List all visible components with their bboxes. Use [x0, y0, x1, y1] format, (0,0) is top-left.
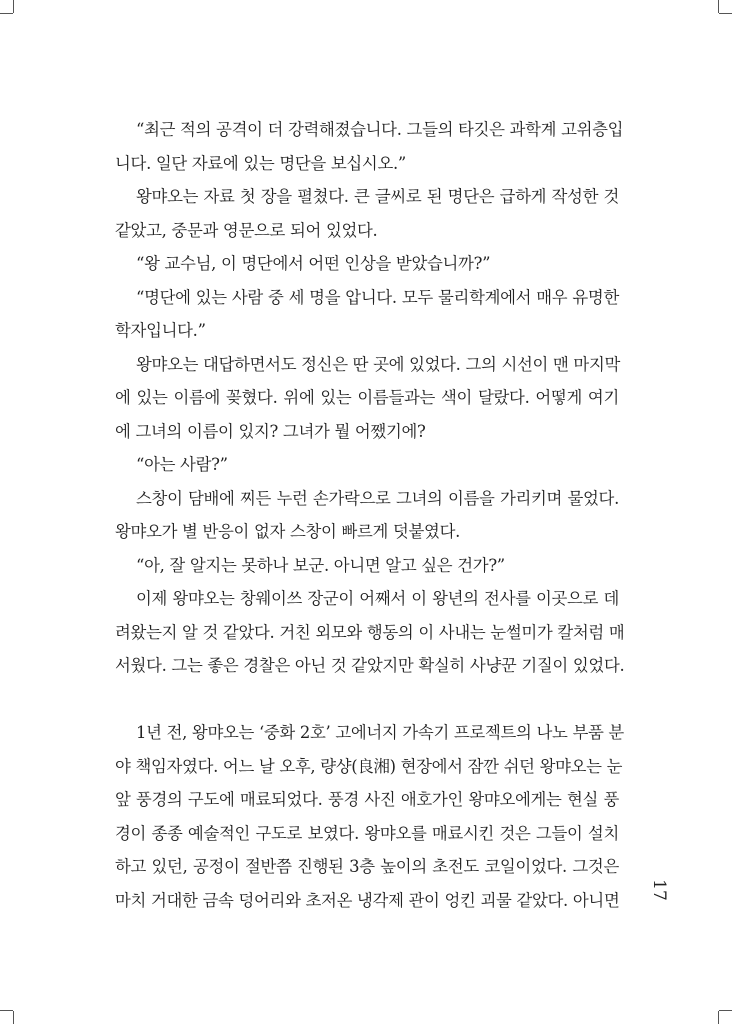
text-line: 려왔는지 알 것 같았다. 거친 외모와 행동의 이 사내는 눈썰미가 칼처럼 매 — [115, 622, 625, 642]
page-number: 17 — [648, 879, 669, 901]
text-line: 앞 풍경의 구도에 매료되었다. 풍경 사진 애호가인 왕먀오에게는 현실 풍 — [115, 790, 619, 809]
crop-mark-top-left — [13, 0, 14, 13]
text-line: 니다. 일단 자료에 있는 명단을 보십시오.” — [115, 153, 406, 173]
crop-mark-top-right — [719, 13, 732, 14]
crop-mark-bottom-right — [718, 1011, 719, 1024]
crop-mark-bottom-right — [719, 1010, 732, 1011]
crop-mark-top-left — [0, 13, 13, 14]
text-line: 1년 전, 왕먀오는 ‘중화 2호’ 고에너지 가속기 프로젝트의 나노 부품 분 — [136, 723, 624, 742]
text-line: 하고 있던, 공정이 절반쯤 진행된 3층 높이의 초전도 코일이었다. 그것은 — [115, 857, 619, 876]
text-line: 이제 왕먀오는 창웨이쓰 장군이 어째서 이 왕년의 전사를 이곳으로 데 — [136, 589, 619, 608]
body-text — [115, 118, 625, 922]
text-line: 야 책임자였다. 어느 날 오후, 량샹(良湘) 현장에서 잠깐 쉬던 왕먀오는 눈 — [115, 756, 623, 776]
text-line: 서웠다. 그는 좋은 경찰은 아닌 것 같았지만 확실히 사냥꾼 기질이 있었다. — [115, 656, 625, 675]
text-line: 같았고, 중문과 영문으로 되어 있었다. — [115, 220, 378, 240]
text-line: 스창이 담배에 찌든 누런 손가락으로 그녀의 이름을 가리키며 물었다. — [136, 488, 619, 508]
text-line: 왕먀오는 대답하면서도 정신은 딴 곳에 있었다. 그의 시선이 맨 마지막 — [136, 354, 621, 374]
text-line: 경이 종종 예술적인 구도로 보였다. 왕먀오를 매료시킨 것은 그들이 설치 — [115, 823, 619, 843]
text-line: “명단에 있는 사람 중 세 명을 압니다. 모두 물리학계에서 매우 유명한 — [136, 287, 619, 307]
text-line: 왕먀오가 별 반응이 없자 스창이 빠르게 덧붙였다. — [115, 522, 461, 541]
text-line: 왕먀오는 자료 첫 장을 펼쳤다. 큰 글씨로 된 명단은 급하게 작성한 것 — [136, 187, 619, 206]
text-line: 에 그녀의 이름이 있지? 그녀가 뭘 어쨌기에? — [115, 421, 426, 441]
crop-mark-bottom-left — [13, 1011, 14, 1024]
crop-mark-bottom-left — [0, 1010, 13, 1011]
text-line: 학자입니다.” — [115, 321, 206, 340]
crop-mark-top-right — [718, 0, 719, 13]
text-line: “최근 적의 공격이 더 강력해졌습니다. 그들의 타깃은 과학계 고위층입 — [136, 120, 624, 139]
text-line: “아, 잘 알지는 못하나 보군. 아니면 알고 싶은 건가?” — [136, 555, 505, 575]
section-break — [115, 688, 619, 722]
text-line: “아는 사람?” — [136, 455, 228, 474]
text-line: 에 있는 이름에 꽂혔다. 위에 있는 이름들과는 색이 달랐다. 어떻게 여기 — [115, 388, 619, 407]
text-line: “왕 교수님, 이 명단에서 어떤 인상을 받았습니까?” — [136, 254, 491, 273]
text-line: 마치 거대한 금속 덩어리와 초저온 냉각제 관이 엉킨 괴물 같았다. 아니면 — [115, 890, 620, 910]
